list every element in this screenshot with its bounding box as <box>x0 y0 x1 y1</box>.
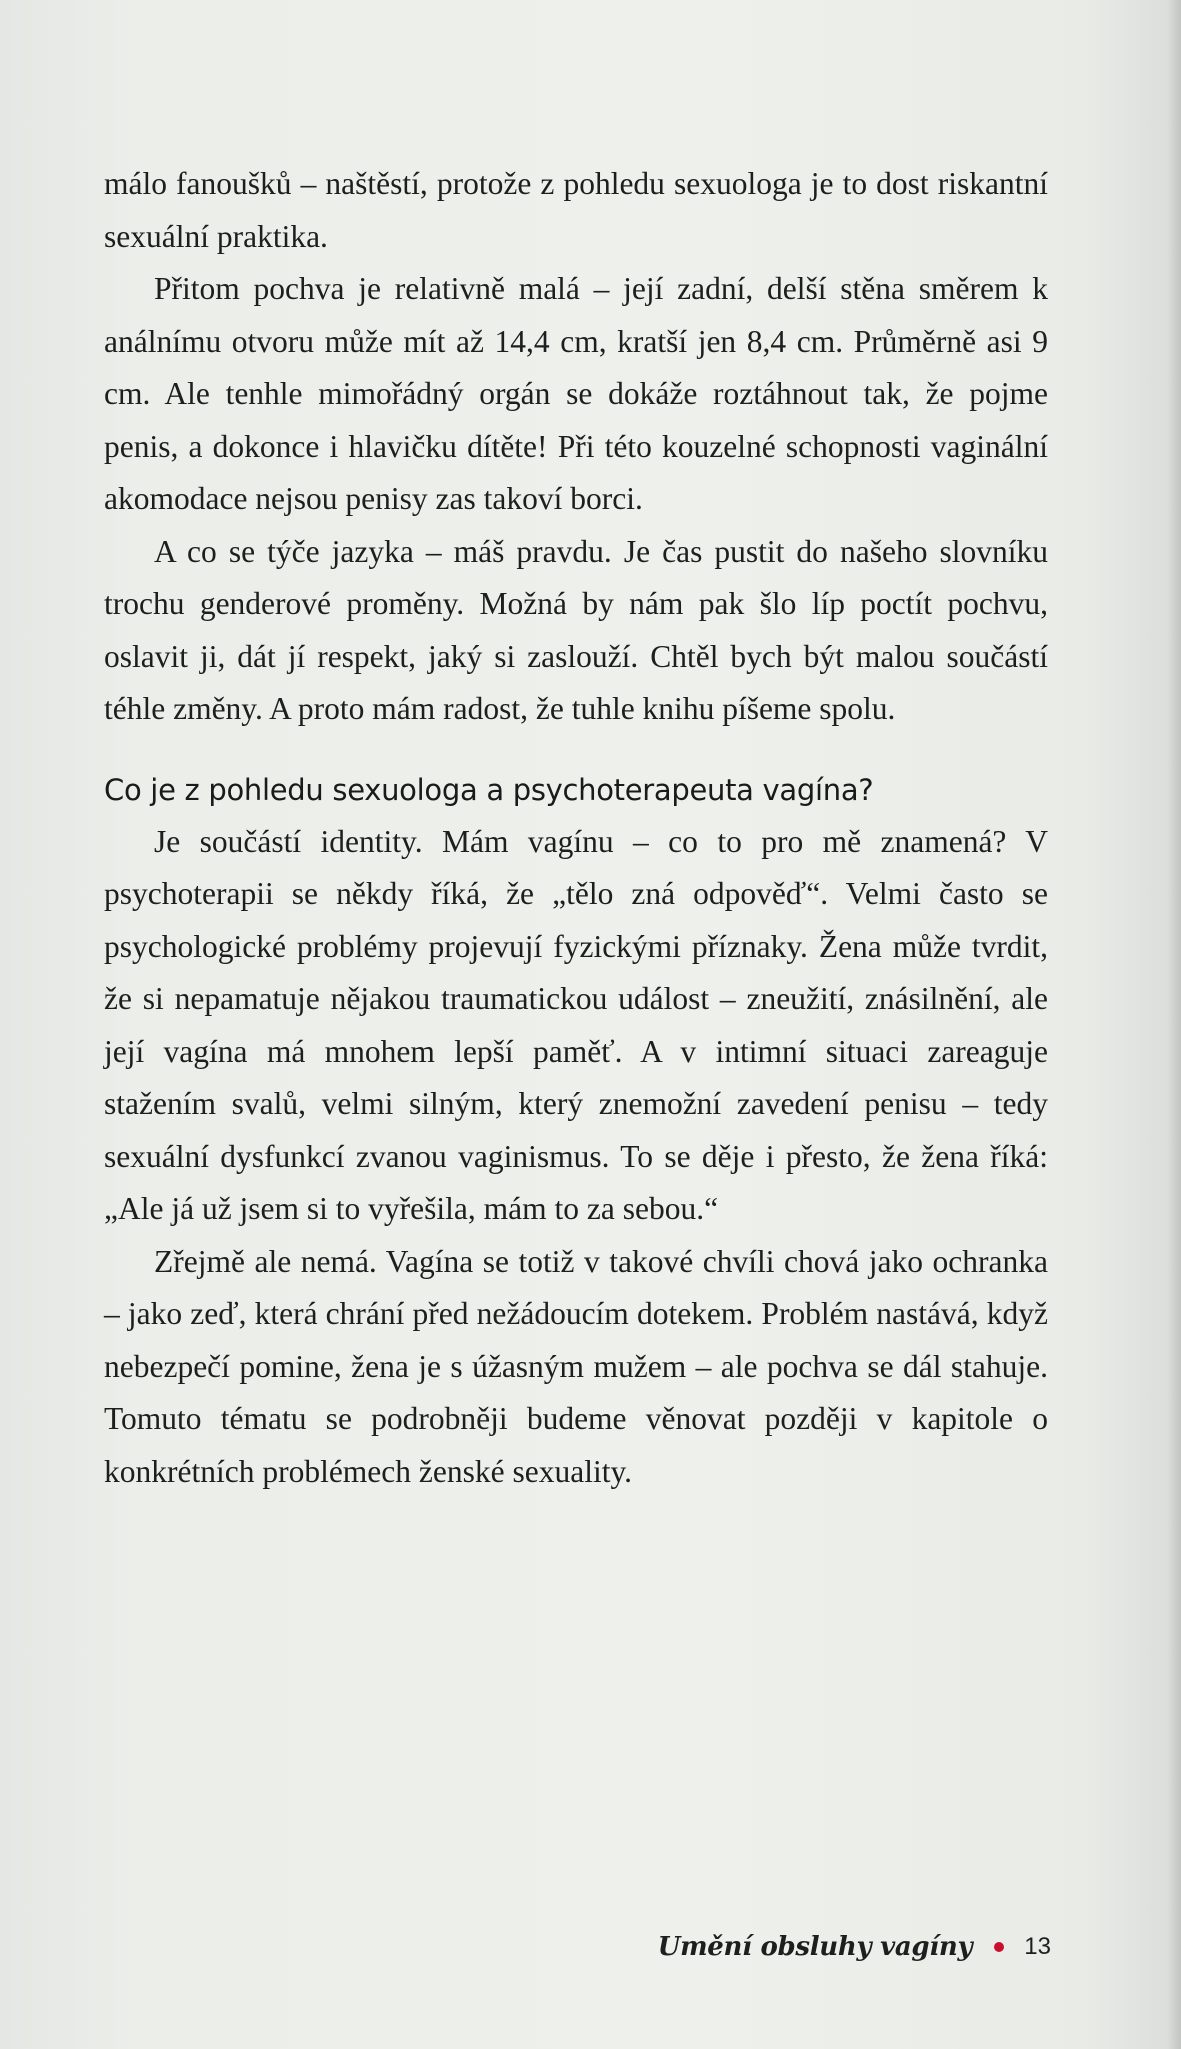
page-number: 13 <box>1024 1933 1051 1960</box>
footer-bullet-icon <box>994 1942 1004 1952</box>
page-footer <box>658 1932 1051 1962</box>
paragraph: Je součástí identity. Mám vagínu – co to pro mě znamená? V psychoterapii se někdy říká, že „tělo zná odpověď“. Velmi často se psychologické problémy projevují fyzickými příznaky. Žena může tvrdit, že si nepamatuje nějakou traumatickou událost – zneužití, znásilnění, ale její vagína má mnohem lepší paměť. A v intimní situaci zareaguje stažením svalů, velmi silným, který znemožní zavedení penisu – tedy sexuální dysfunkcí zvanou vaginismus. To se děje i přesto, že žena říká: „Ale já už jsem si to vyřešila, mám to za sebou.“ <box>104 823 1048 1226</box>
page-edge-shadow <box>1167 0 1181 2049</box>
running-book-title: Umění obsluhy vagíny <box>657 1932 973 1962</box>
paragraph: Zřejmě ale nemá. Vagína se totiž v takové chvíli chová jako ochranka – jako zeď, která chrání před nežádoucím dotekem. Problém nastává, když nebezpečí pomine, žena je s úžasným mužem – ale pochva se dál stahuje. Tomuto tématu se podrobněji budeme věnovat později v kapitole o konkrétních problémech ženské sexuality. <box>104 1243 1048 1489</box>
page-body-text <box>104 158 1048 1498</box>
section-heading: Co je z pohledu sexuologa a psychoterapeuta vagína? <box>104 772 874 807</box>
paragraph: A co se týče jazyka – máš pravdu. Je čas pustit do našeho slovníku trochu genderové proměny. Možná by nám pak šlo líp poctít pochvu, oslavit ji, dát jí respekt, jaký si zaslouží. Chtěl bych být malou součástí téhle změny. A proto mám radost, že tuhle knihu píšeme spolu. <box>104 533 1048 726</box>
paragraph: Přitom pochva je relativně malá – její zadní, delší stěna směrem k análnímu otvoru může mít až 14,4 cm, kratší jen 8,4 cm. Průměrně asi 9 cm. Ale tenhle mimořádný orgán se dokáže roztáhnout tak, že pojme penis, a dokonce i hlavičku dítěte! Při této kouzelné schopnosti vaginální akomodace nejsou penisy zas takoví borci. <box>104 271 1048 516</box>
paragraph-continued: málo fanoušků – naštěstí, protože z pohledu sexuologa je to dost riskantní sexuální praktika. <box>104 166 1048 254</box>
